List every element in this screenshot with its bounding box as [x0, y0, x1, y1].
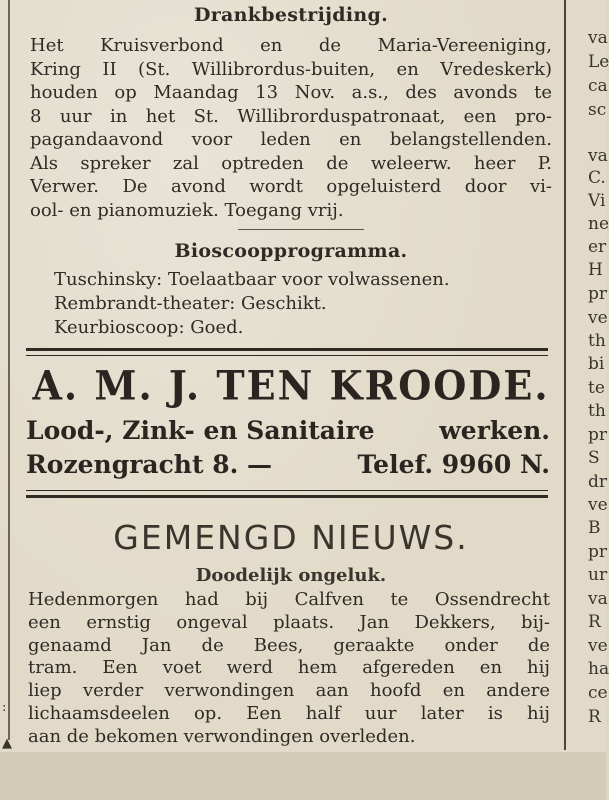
- fragment-text: te: [588, 378, 605, 398]
- advert-phone: Telef. 9960 N.: [357, 450, 550, 479]
- advert-address: Rozengracht 8. —: [26, 450, 273, 479]
- advert-top-rule: [26, 348, 548, 351]
- article-heading-bioscoopprogramma: Bioscoopprogramma.: [174, 240, 408, 262]
- text-line: houden op Maandag 13 Nov. a.s., des avonds te: [30, 82, 552, 103]
- text-line: aan de bekomen verwondingen overleden.: [28, 725, 416, 747]
- text-line: Als spreker zal optreden de weleerw. heer P.: [30, 152, 552, 174]
- text-line: een ernstig ongeval plaats. Jan Dekkers, bij-: [28, 611, 550, 633]
- section-title: GEMENGD NIEUWS.: [113, 518, 469, 557]
- fragment-text: th: [588, 401, 606, 421]
- cinema-listing: Tuschinsky: Toelaatbaar voor volwassenen.: [54, 269, 450, 290]
- text-line: Hedenmorgen had bij Calfven te Ossendrecht: [28, 589, 550, 610]
- advert-bottom-rule-thin: [26, 490, 548, 491]
- fragment-text: Vi: [588, 191, 606, 211]
- text-line: liep verder verwondingen aan hoofd en andere: [28, 680, 550, 702]
- fragment-text: Le: [588, 52, 609, 72]
- article-body-doodelijk-ongeluk: [28, 589, 550, 749]
- fragment-text: bi: [588, 354, 605, 374]
- article-heading-doodelijk-ongeluk: Doodelijk ongeluk.: [195, 565, 387, 586]
- fragment-text: R: [588, 612, 601, 632]
- left-column-rule: [8, 0, 10, 740]
- fragment-text: ve: [588, 495, 608, 515]
- fragment-text: C.: [588, 168, 606, 188]
- text-line: Kring II (St. Willibrordus-buiten, en Vredeskerk): [30, 58, 552, 80]
- article-heading-drankbestrijding: Drankbestrijding.: [193, 4, 389, 26]
- right-column-rule: [564, 0, 566, 750]
- fragment-text: ve: [588, 308, 608, 328]
- fragment-text: B: [588, 518, 601, 538]
- fragment-text: pr: [588, 425, 608, 445]
- fragment-text: va: [588, 589, 608, 609]
- advert-line-trade: [26, 416, 550, 445]
- advert-name: A. M. J. TEN KROODE.: [32, 361, 550, 410]
- margin-mark: :: [2, 700, 7, 715]
- cinema-listing: Rembrandt-theater: Geschikt.: [54, 293, 327, 314]
- text-line: Het Kruisverbond en de Maria-Vereeniging,: [30, 35, 552, 56]
- fragment-text: pr: [588, 284, 608, 304]
- article-body-drankbestrijding: [30, 34, 552, 222]
- advert-trade-text: Lood-, Zink- en Sanitaire: [26, 416, 375, 445]
- fragment-text: sc: [588, 100, 607, 120]
- text-line: 8 uur in het St. Willibrorduspatronaat, een pro-: [30, 105, 552, 127]
- fragment-text: er: [588, 237, 607, 257]
- page-bottom-margin: [0, 752, 606, 800]
- fragment-text: ne: [588, 214, 609, 234]
- text-line: genaamd Jan de Bees, geraakte onder de: [28, 634, 550, 656]
- margin-mark: ▲: [2, 736, 12, 751]
- fragment-text: R: [588, 707, 601, 727]
- text-line: Verwer. De avond wordt opgeluisterd door vi-: [30, 176, 552, 197]
- fragment-text: th: [588, 331, 606, 351]
- fragment-text: dr: [588, 472, 608, 492]
- cinema-listing: Keurbioscoop: Goed.: [54, 317, 244, 338]
- fragment-text: va: [588, 28, 608, 48]
- advert-top-rule-thin: [26, 355, 548, 356]
- text-line: pagandaavond voor leden en belangstellenden.: [30, 129, 552, 150]
- fragment-text: va: [588, 146, 608, 166]
- fragment-text: ve: [588, 636, 608, 656]
- fragment-text: S: [588, 448, 600, 468]
- fragment-text: pr: [588, 542, 608, 562]
- fragment-text: ha: [588, 659, 609, 679]
- text-line: lichaamsdeelen op. Een half uur later is hij: [28, 702, 550, 724]
- fragment-text: ce: [588, 683, 608, 703]
- fragment-text: H: [588, 260, 603, 280]
- fragment-text: ur: [588, 565, 608, 585]
- separator-rule: [238, 229, 364, 230]
- advert-trade-text-end: werken.: [439, 416, 550, 445]
- advert-bottom-rule: [26, 495, 548, 498]
- text-line: ool- en pianomuziek. Toegang vrij.: [30, 199, 344, 221]
- fragment-text: ca: [588, 76, 608, 96]
- advert-line-address: [26, 450, 550, 479]
- text-line: tram. Een voet werd hem afgereden en hij: [28, 657, 550, 679]
